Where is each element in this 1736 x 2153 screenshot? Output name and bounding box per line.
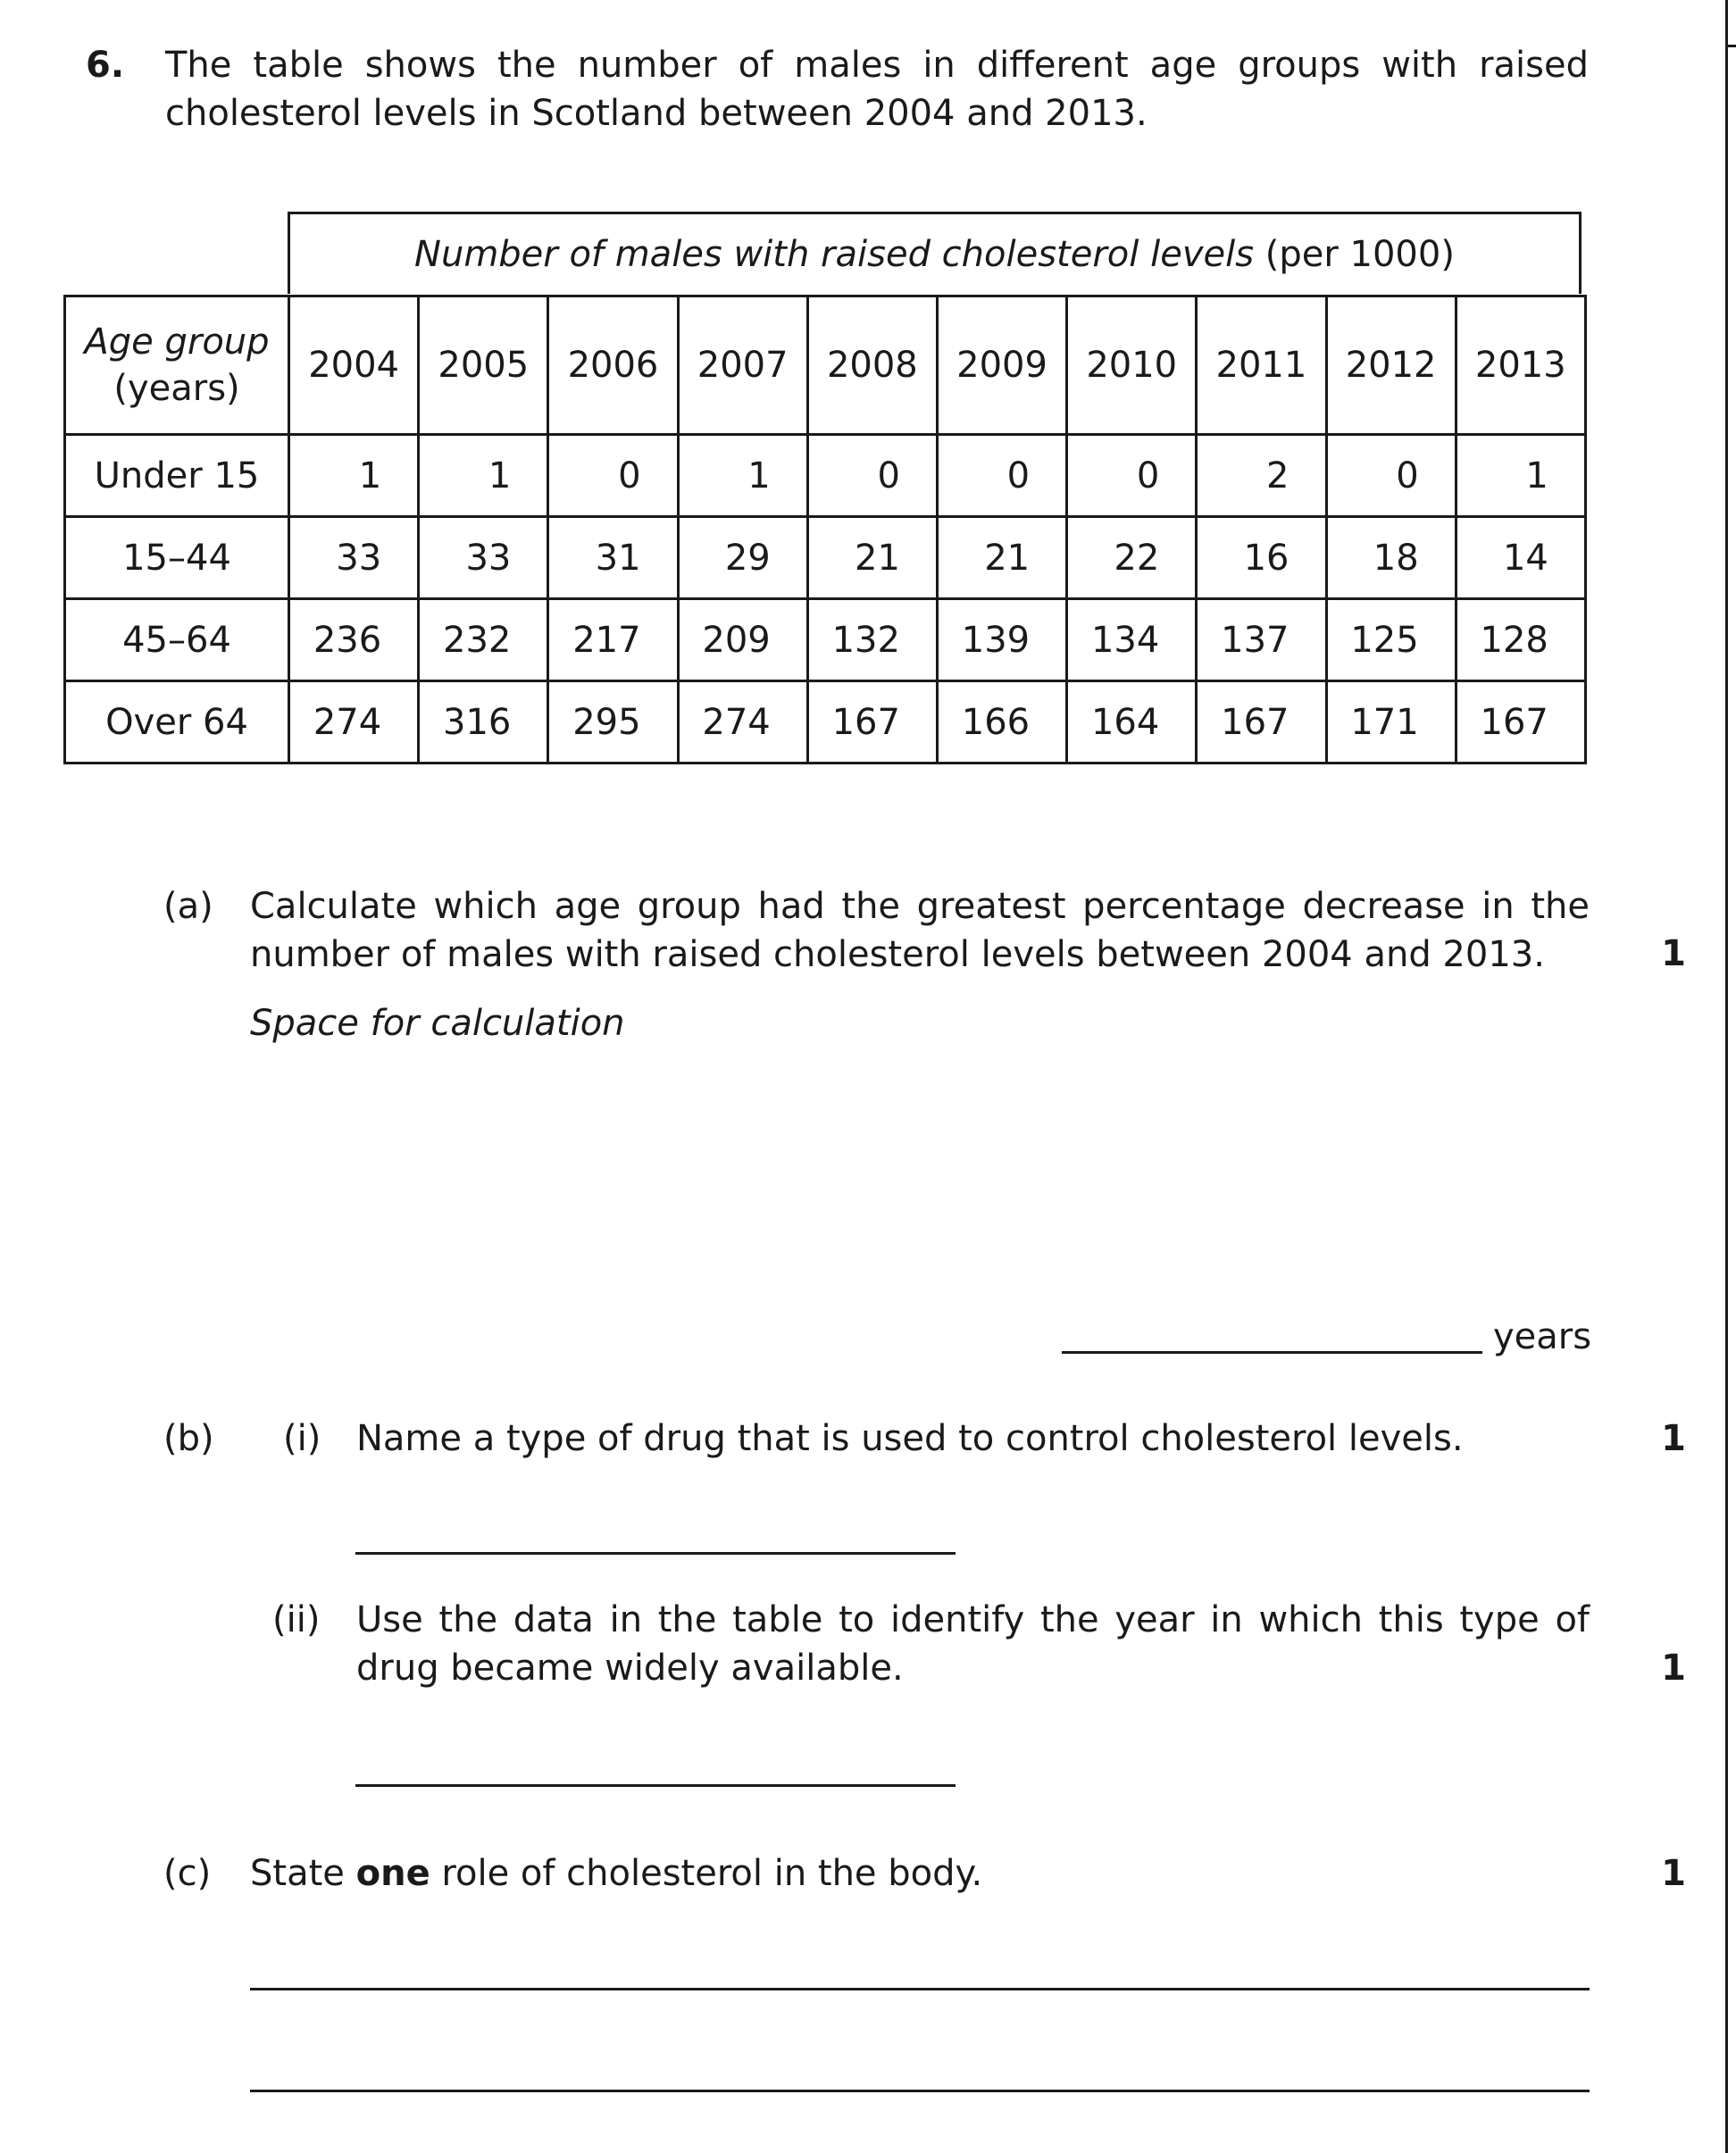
part-b-ii-label: (ii) xyxy=(272,1599,321,1640)
table-cell: 1 xyxy=(419,435,548,517)
table-cell: 1 xyxy=(1456,435,1585,517)
part-c-text-after: role of cholesterol in the body. xyxy=(441,1853,983,1894)
table-cell: 316 xyxy=(419,681,548,764)
part-c-marks: 1 xyxy=(1661,1853,1686,1894)
table-cell: 209 xyxy=(678,599,807,681)
table-cell: 21 xyxy=(807,517,937,599)
table-row xyxy=(65,517,1586,599)
table-cell: 0 xyxy=(807,435,937,517)
table-cell: 0 xyxy=(937,435,1066,517)
part-c-question xyxy=(250,1849,982,1898)
age-group-label: 15–44 xyxy=(65,517,289,599)
table-cell: 31 xyxy=(548,517,678,599)
table-cell: 1 xyxy=(678,435,807,517)
year-header: 2009 xyxy=(937,296,1066,435)
age-group-label: Under 15 xyxy=(65,435,289,517)
year-header: 2004 xyxy=(289,296,419,435)
age-group-label: 45–64 xyxy=(65,599,289,681)
table-cell: 171 xyxy=(1326,681,1456,764)
age-group-label: Over 64 xyxy=(65,681,289,764)
part-a-question: Calculate which age group had the greatest percentage decrease in the number of males with raised cholesterol levels between 2004 and 2013. xyxy=(250,886,1590,975)
table-caption xyxy=(288,212,1582,294)
table-header-row xyxy=(65,296,1586,435)
table-cell: 164 xyxy=(1067,681,1197,764)
table-row xyxy=(65,681,1586,764)
table-cell: 236 xyxy=(289,599,419,681)
part-c-answer-line-2[interactable] xyxy=(250,2090,1590,2092)
table-cell: 0 xyxy=(1067,435,1197,517)
part-a-label: (a) xyxy=(163,886,213,927)
table-cell: 2 xyxy=(1197,435,1326,517)
table-cell: 132 xyxy=(807,599,937,681)
part-c-answer-line-1[interactable] xyxy=(250,1988,1590,1990)
table-cell: 1 xyxy=(289,435,419,517)
table-cell: 0 xyxy=(1326,435,1456,517)
part-b-ii-question: Use the data in the table to identify the year in which this type of drug became widely available. xyxy=(356,1599,1590,1689)
table-cell: 274 xyxy=(289,681,419,764)
age-group-header xyxy=(65,296,289,435)
table-cell: 29 xyxy=(678,517,807,599)
table-cell: 274 xyxy=(678,681,807,764)
year-header: 2013 xyxy=(1456,296,1585,435)
table-cell: 167 xyxy=(1456,681,1585,764)
table-cell: 125 xyxy=(1326,599,1456,681)
part-b-ii-answer-line[interactable] xyxy=(355,1784,956,1787)
part-a-answer-unit: years xyxy=(1493,1316,1592,1357)
table-cell: 167 xyxy=(807,681,937,764)
part-b-label: (b) xyxy=(163,1418,214,1459)
table-caption-title: Number of males with raised cholesterol levels xyxy=(414,233,1255,275)
margin-tick xyxy=(1727,45,1736,47)
part-b-i-answer-line[interactable] xyxy=(355,1552,956,1555)
table-row xyxy=(65,435,1586,517)
table-cell: 33 xyxy=(289,517,419,599)
table-cell: 134 xyxy=(1067,599,1197,681)
calculation-space-label: Space for calculation xyxy=(250,1003,625,1044)
year-header: 2011 xyxy=(1197,296,1326,435)
year-header: 2007 xyxy=(678,296,807,435)
part-b-ii-marks: 1 xyxy=(1661,1648,1686,1689)
cholesterol-table xyxy=(63,295,1587,764)
table-cell: 21 xyxy=(937,517,1066,599)
table-cell: 295 xyxy=(548,681,678,764)
part-c-text-before: State xyxy=(250,1853,345,1894)
part-c-emphasis: one xyxy=(355,1853,430,1894)
year-header: 2006 xyxy=(548,296,678,435)
table-cell: 128 xyxy=(1456,599,1585,681)
year-header: 2012 xyxy=(1326,296,1456,435)
age-group-header-label: Age group xyxy=(84,321,270,363)
question-number: 6. xyxy=(86,45,125,86)
table-cell: 16 xyxy=(1197,517,1326,599)
part-a-answer-line[interactable] xyxy=(1062,1351,1482,1354)
year-header: 2010 xyxy=(1067,296,1197,435)
year-header: 2005 xyxy=(419,296,548,435)
table-cell: 217 xyxy=(548,599,678,681)
age-group-header-units: (years) xyxy=(113,368,240,409)
part-b-i-marks: 1 xyxy=(1661,1418,1686,1459)
table-cell: 139 xyxy=(937,599,1066,681)
part-b-i-question: Name a type of drug that is used to control cholesterol levels. xyxy=(356,1418,1464,1459)
table-cell: 232 xyxy=(419,599,548,681)
table-cell: 33 xyxy=(419,517,548,599)
part-c-label: (c) xyxy=(163,1853,212,1894)
table-cell: 0 xyxy=(548,435,678,517)
table-cell: 18 xyxy=(1326,517,1456,599)
table-cell: 166 xyxy=(937,681,1066,764)
table-cell: 167 xyxy=(1197,681,1326,764)
table-caption-units: (per 1000) xyxy=(1264,233,1455,275)
table-cell: 137 xyxy=(1197,599,1326,681)
part-b-i-label: (i) xyxy=(283,1418,321,1459)
question-intro: The table shows the number of males in different age groups with raised cholesterol levels in Scotland between 2004 and 2013. xyxy=(165,45,1589,134)
year-header: 2008 xyxy=(807,296,937,435)
table-cell: 14 xyxy=(1456,517,1585,599)
table-cell: 22 xyxy=(1067,517,1197,599)
table-row xyxy=(65,599,1586,681)
part-a-marks: 1 xyxy=(1661,933,1686,974)
margin-rule xyxy=(1725,0,1728,2153)
